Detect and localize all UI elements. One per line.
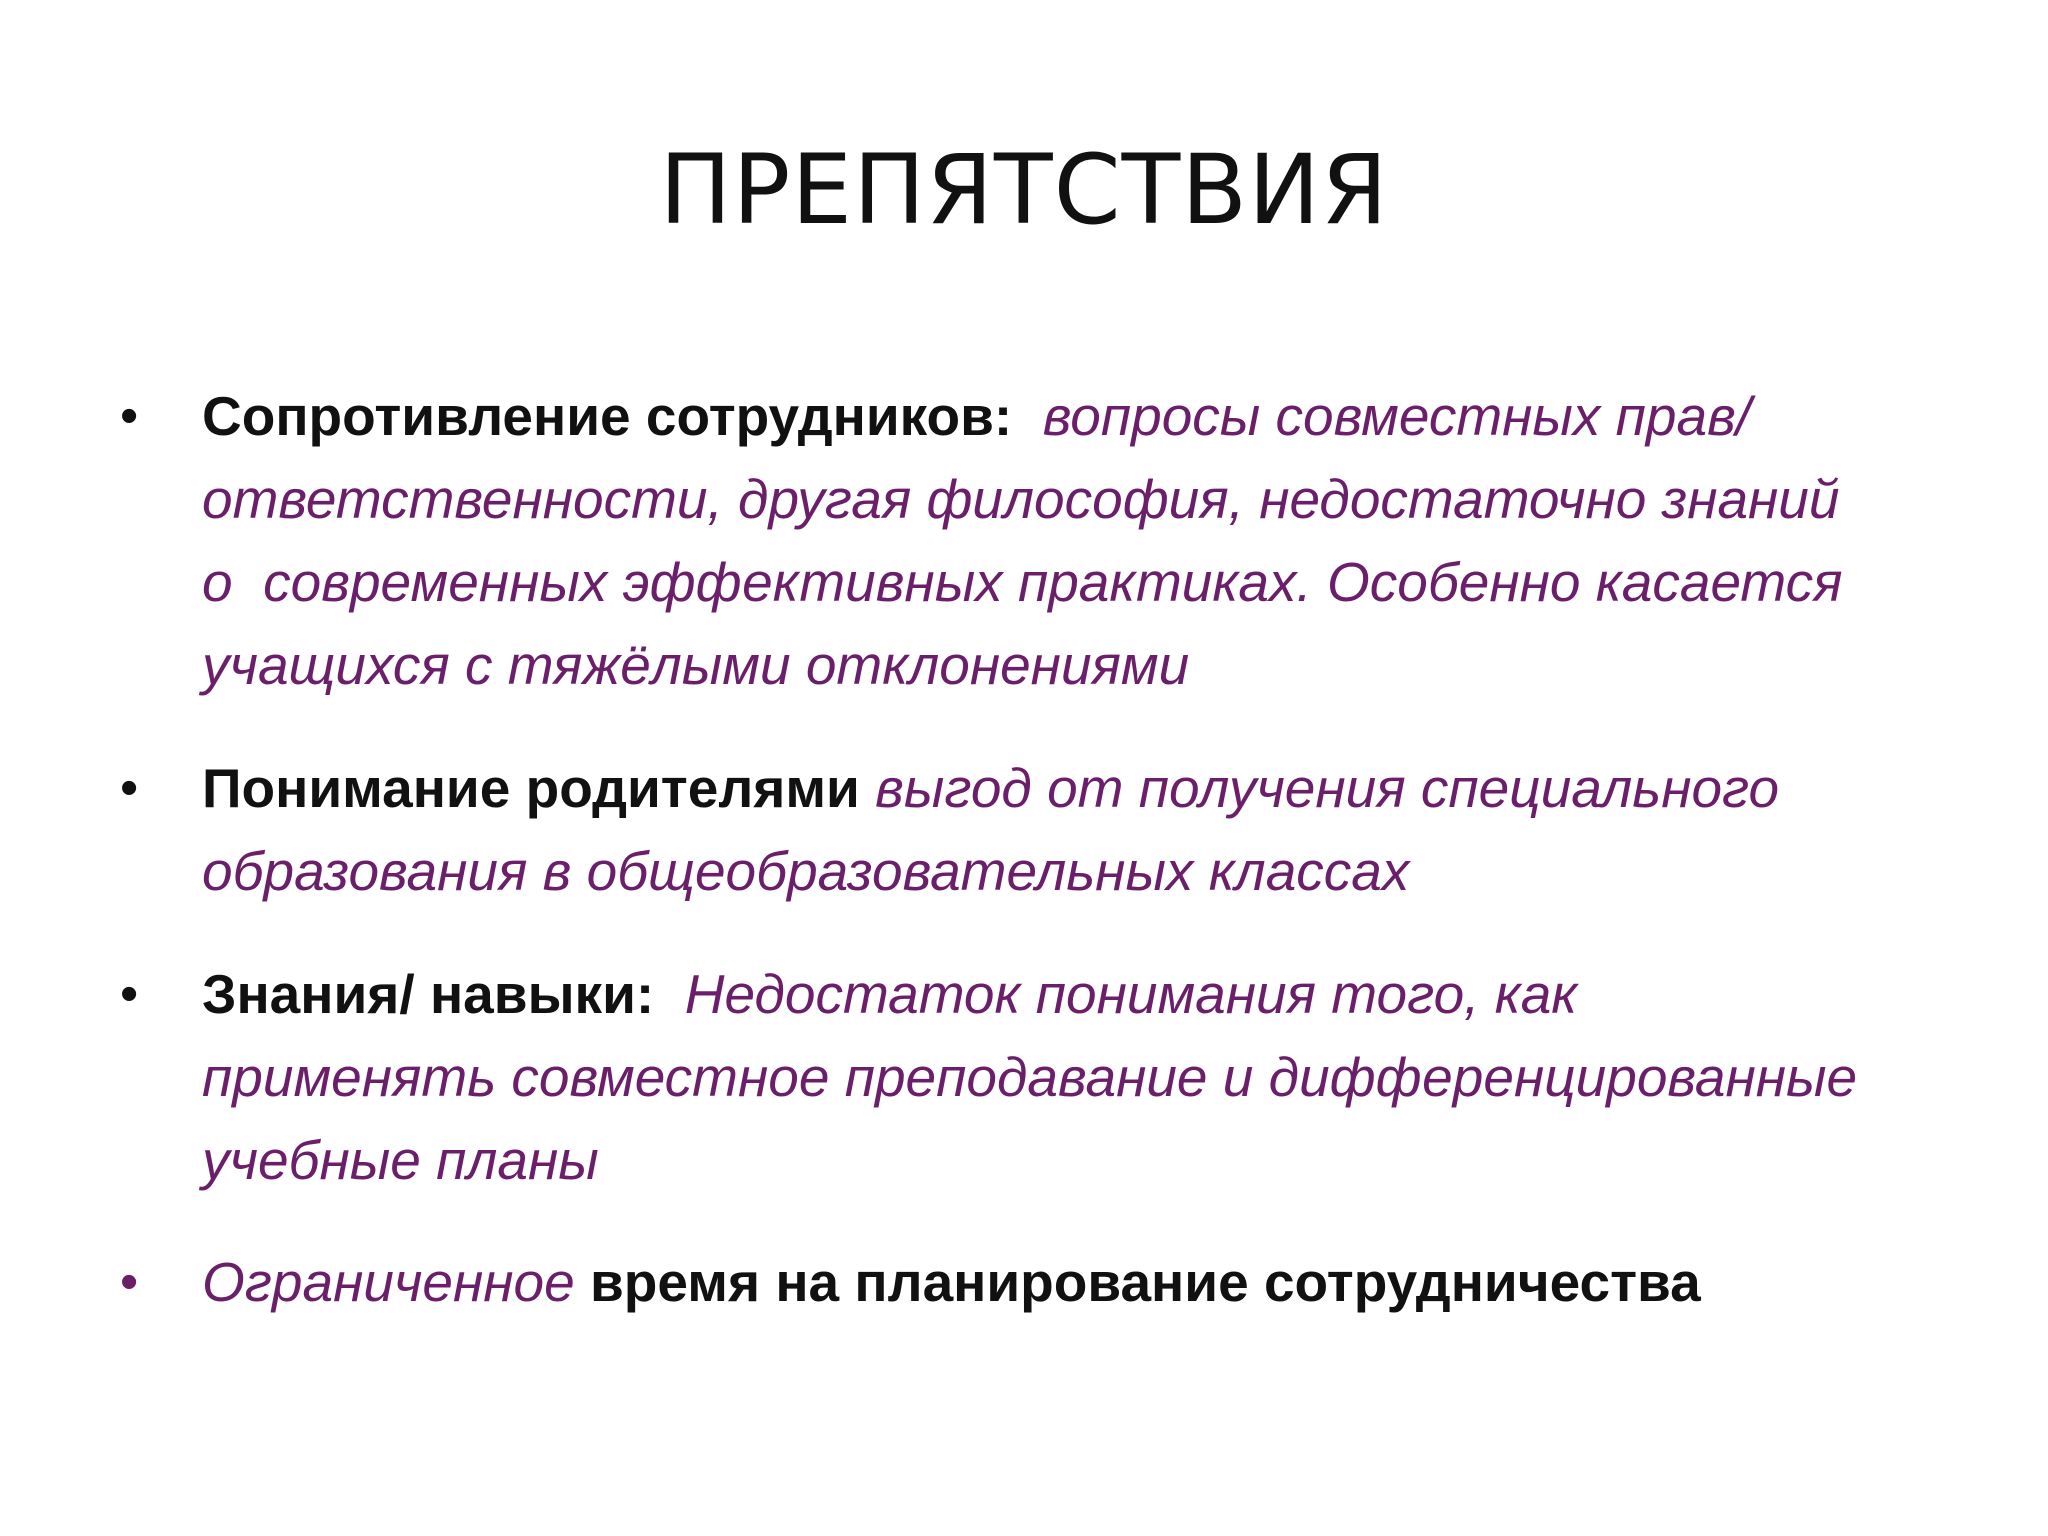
bullet-dot-icon: •: [120, 965, 139, 1023]
bullet-dot-icon: •: [120, 387, 139, 445]
bullet-item-limited-time: [120, 1241, 2032, 1324]
bullet-heading: Знания/ навыки:: [202, 963, 655, 1025]
bullet-item-knowledge-skills: [120, 953, 2032, 1202]
bullet-body-line: Недостаток понимания того, как: [684, 963, 1578, 1025]
bullet-dot-icon: •: [120, 759, 139, 817]
bullet-dot-icon: •: [120, 1253, 139, 1311]
bullet-body-line: образования в общеобразовательных классах: [202, 840, 1410, 902]
bullet-heading: Понимание родителями: [202, 757, 860, 819]
bullet-heading: Сопротивление сотрудников:: [202, 385, 1013, 447]
bullet-italic-lead: Ограниченное: [202, 1251, 575, 1313]
slide-title: ПРЕПЯТСТВИЯ: [659, 134, 1389, 246]
bullet-item-parent-understanding: [120, 747, 2032, 913]
bullet-body-line: учебные планы: [202, 1129, 599, 1191]
bullet-body-line: о современных эффективных практиках. Особенно касается: [202, 551, 1843, 613]
bullet-item-staff-resistance: [120, 375, 2032, 707]
bullet-body-line: учащихся с тяжёлыми отклонениями: [202, 634, 1190, 696]
bullet-body-line: вопросы совместных прав/: [1042, 385, 1752, 447]
bullet-body-line: применять совместное преподавание и дифференцированные: [202, 1046, 1858, 1108]
bullet-body-line: ответственности, другая философия, недостаточно знаний: [202, 468, 1840, 530]
bullet-body-line: выгод от получения специального: [875, 757, 1780, 819]
bullet-bold-tail: время на планирование сотрудничества: [589, 1251, 1701, 1313]
